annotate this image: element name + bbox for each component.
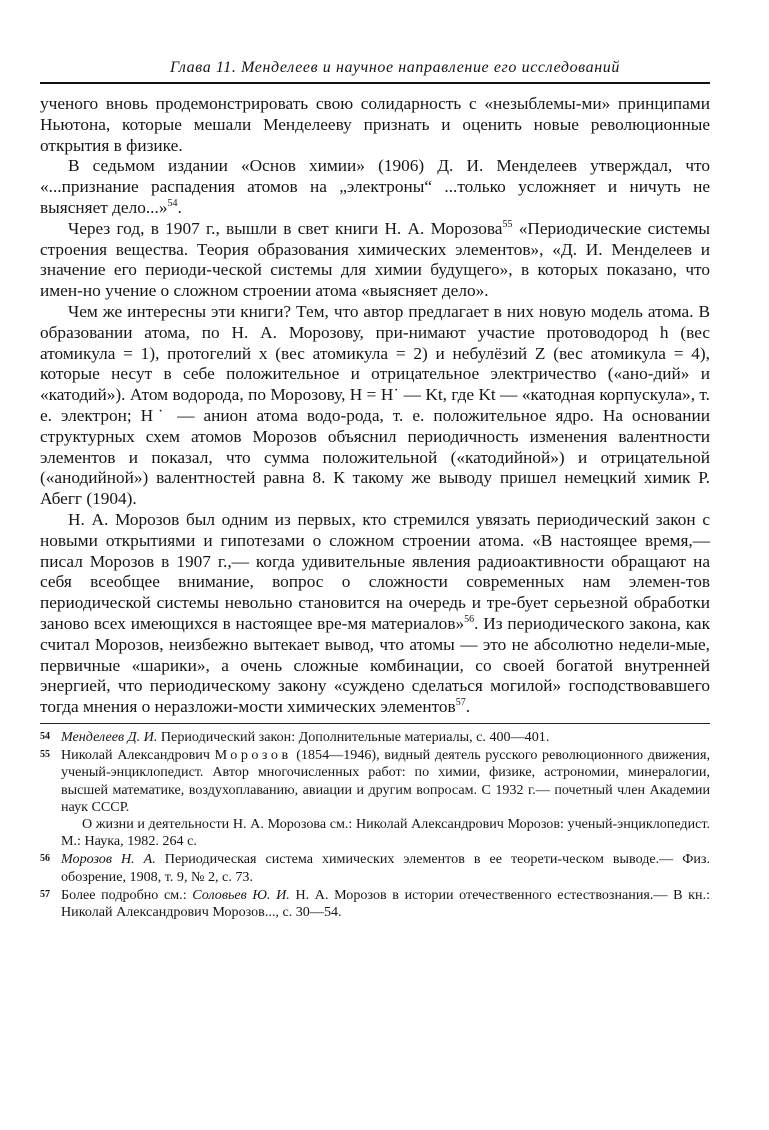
footnote-author: Соловьев Ю. И. [192,886,290,903]
footnote-text: Периодическая система химических элементов в ее теорети-ческом выводе.— Физ. обозрение, 1908, т. 9, № 2, с. 73. [61,851,711,885]
page [40,58,710,921]
footnote-prefix: Более подробно см.: [61,886,193,903]
paragraph-5-text: Н. А. Морозов был одним из первых, кто стремился увязать периодический закон с новыми открытиями и гипотезами о сложном строении атома. «В настоящее время,— писал Морозов в 1907 г.,— когда удивительные явления радиоактивности обращают на себя всеобщее внимание, вопрос о сложности современных нам элемен-тов периодической системы невольно становится на очередь и тре-бует серьезной обработки заново всех имеющихся в настоящее вре-мя материалов» [40,509,710,633]
footnote-number: 57 [40,888,50,900]
footnote-ref-55[interactable]: 55 [502,219,513,231]
footnote-text: О жизни и деятельности Н. А. Морозова см.: Николай Александрович Морозов: ученый-энциклопедист. М.: Наука, 1982. 264 с. [61,815,710,850]
paragraph-5-tail: . [465,697,471,717]
paragraph-3 [40,219,710,302]
footnote-number: 56 [40,853,50,865]
header-rule [40,82,710,84]
paragraph-4-text: Чем же интересны эти книги? Тем, что автор предлагает в них новую модель атома. В образовании атома, по Н. А. Морозову, при-нимают участие протоводород h (вес атомикула = 1), протогелий x (вес атомикула = 2) и небулёзий Z (вес атомикула = 4), которые несут в себе положительное и отрицательное электричество («ано-дий» и «катодий»). Атом водорода, по Морозову, H = H˙ — Kt, где Kt — «катодная корпускула», т. е. электрон; H˙ — анион атома водо-рода, т. е. положительное ядро. На основании структурных схем атомов Морозов объяснил периодичность изменения валентности элементов и показал, что сумма положительной («катодийной») и отрицательной («анодийной») валентностей равна 8. К такому же выводу пришел немецкий химик Р. Абегг (1904). [40,301,710,509]
footnote-spaced-name: Морозов [214,747,292,764]
footnote-text: Н. А. Морозов в истории отечественного естествознания.— В кн.: Николай Александрович Морозов..., с. 30—54. [61,886,711,920]
footnote-text: Периодический закон: Дополнительные материалы, с. 400—401. [157,728,550,745]
footnote-text: (1854—1946), видный деятель русского революционного движения, ученый-энциклопедист. Автор многочисленных работ: по химии, физике, астрономии, минералогии, высшей математике, воздухоплаванию, авиации и другим вопросам. С 1932 г.— почетный член Академии наук СССР. [61,747,710,815]
paragraph-1-text: ученого вновь продемонстрировать свою солидарность с «незыблемы-ми» принципами Ньютона, которые мешали Менделееву признать и оценить новые революционные открытия в физике. [40,94,710,155]
paragraph-3-tail: «Периодические системы строения вещества. Теория образования химических элементов», «Д. И. Менделеев и значение его периоди-ческой системы для химии будущего», в которых показано, что имен-но учение о сложном строении атома «выясняет дело». [40,218,710,301]
footnote-56 [40,850,710,885]
footnote-ref-56[interactable]: 56 [464,614,475,626]
footnote-54 [40,728,710,746]
footnote-55 [40,746,710,816]
running-head: Глава 11. Менделеев и научное направление его исследований [170,59,620,76]
paragraph-3-text: Через год, в 1907 г., вышли в свет книги Н. А. Морозова [68,218,503,238]
paragraph-2 [40,156,710,218]
paragraph-5 [40,510,710,718]
paragraph-5-mid: . Из периодического закона, как считал Морозов, неизбежно вытекает вывод, что атомы — это не абсолютно недели-мые, первичные «шарики», а очень сложные комбинации, со своей богатой внутренней энергией, что периодическому закону «суждено сделаться могилой» господствовавшего тогда мнения о неразложи-мости химических элементов [40,613,710,717]
footnote-rule [40,723,710,724]
footnote-author: Менделеев Д. И. [61,728,158,745]
footnote-prefix: Николай Александрович [61,747,215,764]
paragraph-4 [40,302,710,510]
footnote-author: Морозов Н. А. [61,851,156,868]
footnote-number: 54 [40,730,50,742]
footnote-55-continuation [40,816,710,850]
footnote-number: 55 [40,749,50,761]
paragraph-1 [40,94,710,156]
footnote-57 [40,886,710,921]
footnote-ref-57[interactable]: 57 [455,697,466,709]
paragraph-2-tail: . [177,197,182,217]
paragraph-2-text: В седьмом издании «Основ химии» (1906) Д. И. Менделеев утверждал, что «...признание распадения атомов на „электроны“ ...только усложняет и ничуть не выясняет дело...» [40,156,710,217]
footnote-ref-54[interactable]: 54 [167,198,178,210]
